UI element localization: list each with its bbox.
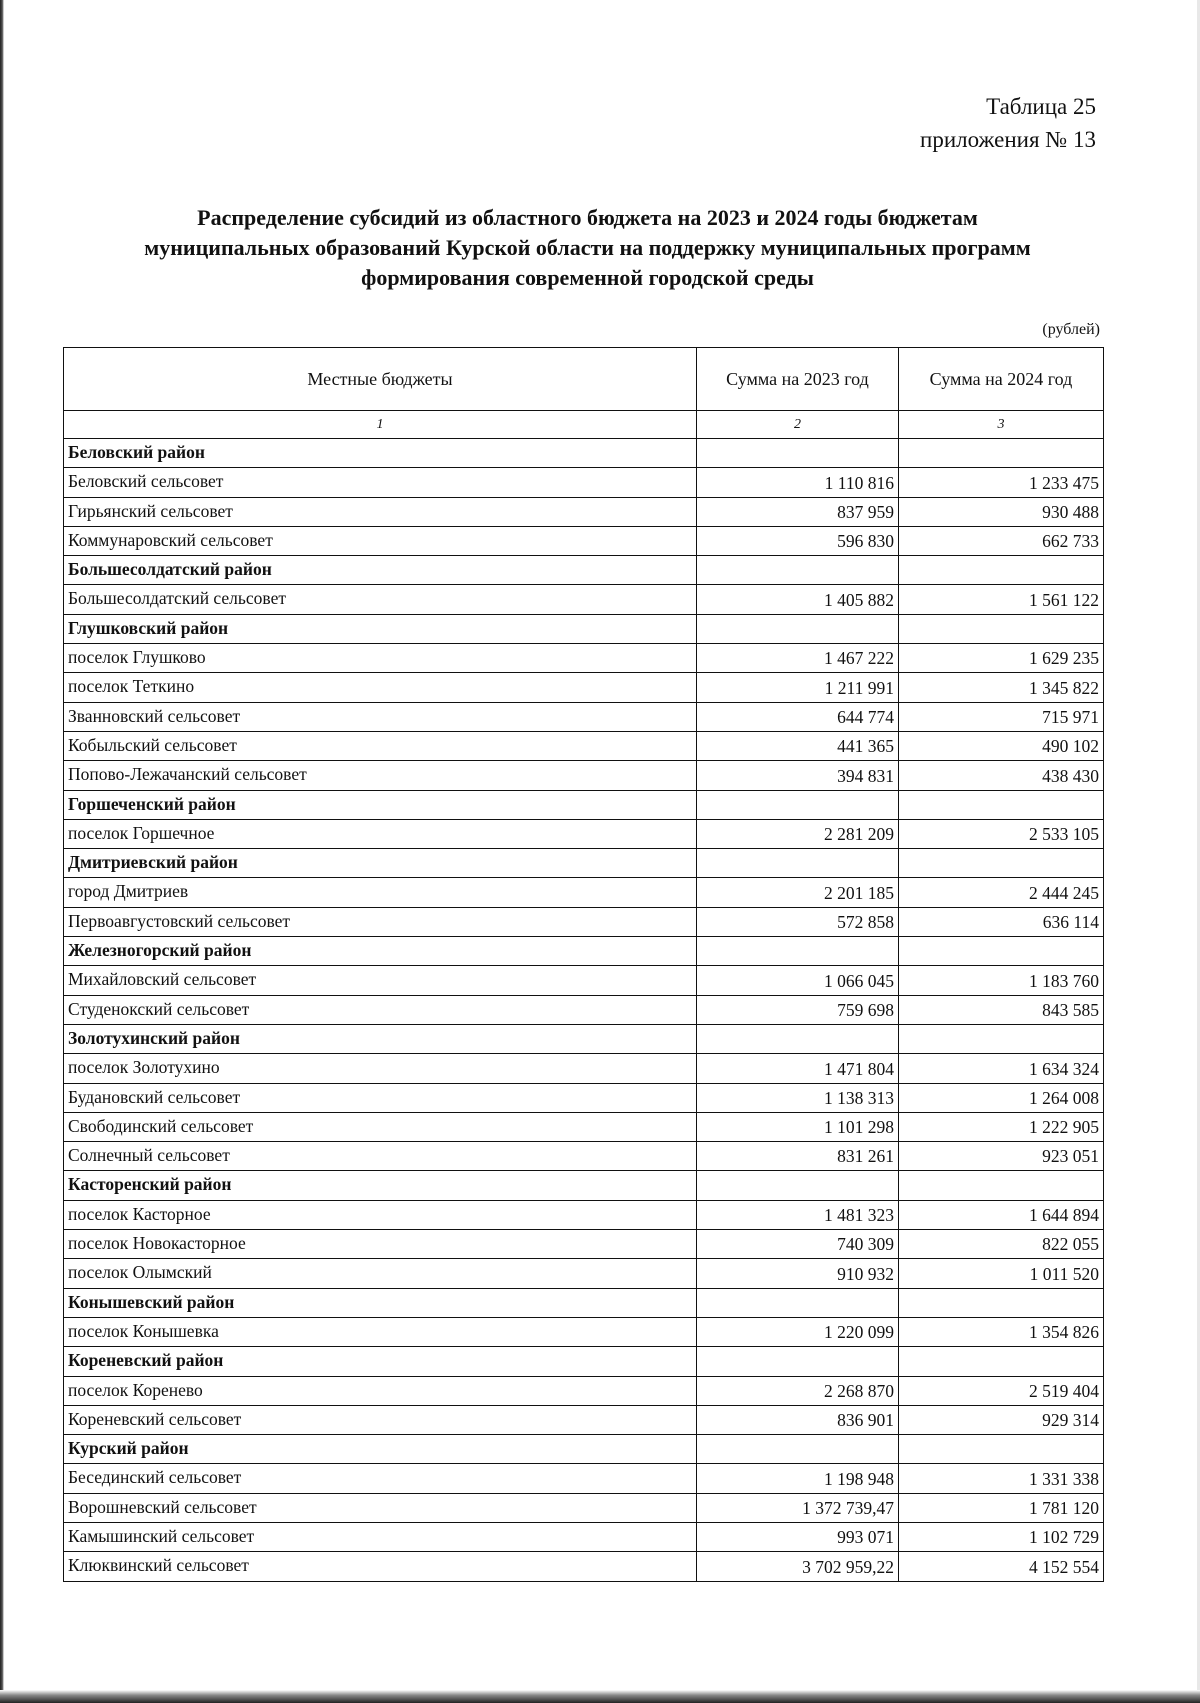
table-row <box>64 1054 1104 1083</box>
amount-2024: 1 561 122 <box>899 585 1104 614</box>
municipality-name: поселок Глушково <box>64 644 697 673</box>
amount-2024: 4 152 554 <box>899 1552 1104 1581</box>
column-number: 2 <box>697 411 899 439</box>
title-line: муниципальных образований Курской области на поддержку муниципальных программ <box>144 235 1031 260</box>
amount-2024: 2 533 105 <box>899 819 1104 848</box>
district-name: Кореневский район <box>64 1347 697 1376</box>
amount-2023: 836 901 <box>697 1405 899 1434</box>
amount-2023: 2 268 870 <box>697 1376 899 1405</box>
municipality-name: Кореневский сельсовет <box>64 1405 697 1434</box>
amount-2024 <box>899 849 1104 878</box>
amount-2024: 662 733 <box>899 526 1104 555</box>
amount-2023: 1 372 739,47 <box>697 1493 899 1522</box>
subsidy-table <box>63 347 1104 1582</box>
amount-2024: 1 354 826 <box>899 1317 1104 1346</box>
amount-2023: 1 481 323 <box>697 1200 899 1229</box>
district-row <box>64 790 1104 819</box>
column-number: 3 <box>899 411 1104 439</box>
amount-2023: 2 201 185 <box>697 878 899 907</box>
amount-2024: 1 222 905 <box>899 1112 1104 1141</box>
amount-2024 <box>899 1435 1104 1464</box>
amount-2024: 1 011 520 <box>899 1259 1104 1288</box>
amount-2024: 930 488 <box>899 497 1104 526</box>
amount-2023: 572 858 <box>697 907 899 936</box>
municipality-name: Кобыльский сельсовет <box>64 731 697 760</box>
municipality-name: Михайловский сельсовет <box>64 966 697 995</box>
amount-2023 <box>697 790 899 819</box>
amount-2024: 1 233 475 <box>899 468 1104 497</box>
amount-2023: 910 932 <box>697 1259 899 1288</box>
amount-2023: 1 471 804 <box>697 1054 899 1083</box>
amount-2023 <box>697 1288 899 1317</box>
district-row <box>64 439 1104 468</box>
municipality-name: поселок Коренево <box>64 1376 697 1405</box>
amount-2023: 1 220 099 <box>697 1317 899 1346</box>
municipality-name: поселок Олымский <box>64 1259 697 1288</box>
amount-2024 <box>899 556 1104 585</box>
municipality-name: Камышинский сельсовет <box>64 1522 697 1551</box>
municipality-name: Первоавгустовский сельсовет <box>64 907 697 936</box>
table-row <box>64 907 1104 936</box>
amount-2023: 1 467 222 <box>697 644 899 673</box>
municipality-name: Бесединский сельсовет <box>64 1464 697 1493</box>
district-name: Железногорский район <box>64 937 697 966</box>
amount-2023: 596 830 <box>697 526 899 555</box>
district-row <box>64 1024 1104 1053</box>
amount-2024 <box>899 614 1104 643</box>
municipality-name: Беловский сельсовет <box>64 468 697 497</box>
amount-2023 <box>697 614 899 643</box>
district-name: Большесолдатский район <box>64 556 697 585</box>
amount-2023: 1 066 045 <box>697 966 899 995</box>
municipality-name: Гирьянский сельсовет <box>64 497 697 526</box>
table-row <box>64 673 1104 702</box>
amount-2023 <box>697 439 899 468</box>
amount-2023: 1 198 948 <box>697 1464 899 1493</box>
district-row <box>64 1435 1104 1464</box>
amount-2024: 929 314 <box>899 1405 1104 1434</box>
table-row <box>64 995 1104 1024</box>
amount-2024: 438 430 <box>899 761 1104 790</box>
column-header-budgets: Местные бюджеты <box>64 348 697 411</box>
municipality-name: поселок Конышевка <box>64 1317 697 1346</box>
amount-2023: 441 365 <box>697 731 899 760</box>
table-row <box>64 1317 1104 1346</box>
municipality-name: город Дмитриев <box>64 878 697 907</box>
table-row <box>64 731 1104 760</box>
municipality-name: Студенокский сельсовет <box>64 995 697 1024</box>
scan-edge-bottom <box>0 1690 1200 1703</box>
table-row <box>64 1259 1104 1288</box>
amount-2023: 740 309 <box>697 1230 899 1259</box>
amount-2023: 1 101 298 <box>697 1112 899 1141</box>
amount-2024 <box>899 1024 1104 1053</box>
district-row <box>64 1347 1104 1376</box>
amount-2023: 1 211 991 <box>697 673 899 702</box>
table-row <box>64 497 1104 526</box>
unit-note: (рублей) <box>1042 321 1100 338</box>
table-row <box>64 1464 1104 1493</box>
table-row <box>64 966 1104 995</box>
municipality-name: Попово-Лежачанский сельсовет <box>64 761 697 790</box>
table-row <box>64 761 1104 790</box>
amount-2024 <box>899 790 1104 819</box>
amount-2023: 759 698 <box>697 995 899 1024</box>
district-name: Беловский район <box>64 439 697 468</box>
column-number: 1 <box>64 411 697 439</box>
municipality-name: Свободинский сельсовет <box>64 1112 697 1141</box>
municipality-name: Ворошневский сельсовет <box>64 1493 697 1522</box>
amount-2024: 843 585 <box>899 995 1104 1024</box>
municipality-name: поселок Теткино <box>64 673 697 702</box>
district-name: Курский район <box>64 1435 697 1464</box>
district-name: Глушковский район <box>64 614 697 643</box>
amount-2023 <box>697 849 899 878</box>
amount-2024: 1 629 235 <box>899 644 1104 673</box>
amount-2024: 636 114 <box>899 907 1104 936</box>
amount-2024: 1 183 760 <box>899 966 1104 995</box>
amount-2023 <box>697 556 899 585</box>
district-name: Золотухинский район <box>64 1024 697 1053</box>
scan-edge-left <box>0 0 4 1703</box>
table-row <box>64 878 1104 907</box>
table-row <box>64 644 1104 673</box>
amount-2024: 490 102 <box>899 731 1104 760</box>
document-reference <box>920 90 1096 156</box>
amount-2024 <box>899 1347 1104 1376</box>
municipality-name: поселок Золотухино <box>64 1054 697 1083</box>
municipality-name: поселок Касторное <box>64 1200 697 1229</box>
column-number-row <box>64 411 1104 439</box>
amount-2023: 394 831 <box>697 761 899 790</box>
column-header-2024: Сумма на 2024 год <box>899 348 1104 411</box>
amount-2024: 2 444 245 <box>899 878 1104 907</box>
amount-2023: 993 071 <box>697 1522 899 1551</box>
district-row <box>64 937 1104 966</box>
amount-2023: 644 774 <box>697 702 899 731</box>
table-number: Таблица 25 <box>986 94 1096 119</box>
amount-2024: 1 634 324 <box>899 1054 1104 1083</box>
district-row <box>64 1288 1104 1317</box>
amount-2024: 1 781 120 <box>899 1493 1104 1522</box>
amount-2023: 2 281 209 <box>697 819 899 848</box>
table-row <box>64 1200 1104 1229</box>
title-line: формирования современной городской среды <box>361 265 814 290</box>
amount-2024: 715 971 <box>899 702 1104 731</box>
district-name: Горшеченский район <box>64 790 697 819</box>
amount-2023 <box>697 937 899 966</box>
title-line: Распределение субсидий из областного бюджета на 2023 и 2024 годы бюджетам <box>197 205 978 230</box>
amount-2024: 2 519 404 <box>899 1376 1104 1405</box>
amount-2023 <box>697 1171 899 1200</box>
table-row <box>64 1493 1104 1522</box>
amount-2024 <box>899 439 1104 468</box>
amount-2023: 1 405 882 <box>697 585 899 614</box>
amount-2024: 822 055 <box>899 1230 1104 1259</box>
table-row <box>64 1552 1104 1581</box>
municipality-name: Солнечный сельсовет <box>64 1142 697 1171</box>
municipality-name: Клюквинский сельсовет <box>64 1552 697 1581</box>
amount-2024: 923 051 <box>899 1142 1104 1171</box>
table-row <box>64 1083 1104 1112</box>
amount-2024 <box>899 1171 1104 1200</box>
district-row <box>64 849 1104 878</box>
column-header-2023: Сумма на 2023 год <box>697 348 899 411</box>
table-row <box>64 526 1104 555</box>
amount-2023: 1 138 313 <box>697 1083 899 1112</box>
amount-2024: 1 264 008 <box>899 1083 1104 1112</box>
municipality-name: поселок Горшечное <box>64 819 697 848</box>
municipality-name: Будановский сельсовет <box>64 1083 697 1112</box>
amount-2023 <box>697 1435 899 1464</box>
district-row <box>64 1171 1104 1200</box>
amount-2023: 837 959 <box>697 497 899 526</box>
municipality-name: поселок Новокасторное <box>64 1230 697 1259</box>
table-row <box>64 1522 1104 1551</box>
district-name: Дмитриевский район <box>64 849 697 878</box>
district-row <box>64 556 1104 585</box>
amount-2023: 1 110 816 <box>697 468 899 497</box>
district-name: Касторенский район <box>64 1171 697 1200</box>
municipality-name: Званновский сельсовет <box>64 702 697 731</box>
amount-2023: 831 261 <box>697 1142 899 1171</box>
table-row <box>64 585 1104 614</box>
table-row <box>64 1405 1104 1434</box>
table-row <box>64 468 1104 497</box>
municipality-name: Большесолдатский сельсовет <box>64 585 697 614</box>
district-name: Конышевский район <box>64 1288 697 1317</box>
amount-2023: 3 702 959,22 <box>697 1552 899 1581</box>
amount-2024: 1 644 894 <box>899 1200 1104 1229</box>
document-title <box>60 203 1115 293</box>
municipality-name: Коммунаровский сельсовет <box>64 526 697 555</box>
table-row <box>64 1376 1104 1405</box>
table-row <box>64 1230 1104 1259</box>
district-row <box>64 614 1104 643</box>
amount-2024: 1 102 729 <box>899 1522 1104 1551</box>
table-header-row <box>64 348 1104 411</box>
table-row <box>64 702 1104 731</box>
appendix-number: приложения № 13 <box>920 127 1096 152</box>
table-row <box>64 819 1104 848</box>
amount-2024 <box>899 1288 1104 1317</box>
table-row <box>64 1142 1104 1171</box>
amount-2023 <box>697 1347 899 1376</box>
amount-2024 <box>899 937 1104 966</box>
amount-2024: 1 331 338 <box>899 1464 1104 1493</box>
amount-2023 <box>697 1024 899 1053</box>
table-body <box>64 439 1104 1582</box>
amount-2024: 1 345 822 <box>899 673 1104 702</box>
table-row <box>64 1112 1104 1141</box>
